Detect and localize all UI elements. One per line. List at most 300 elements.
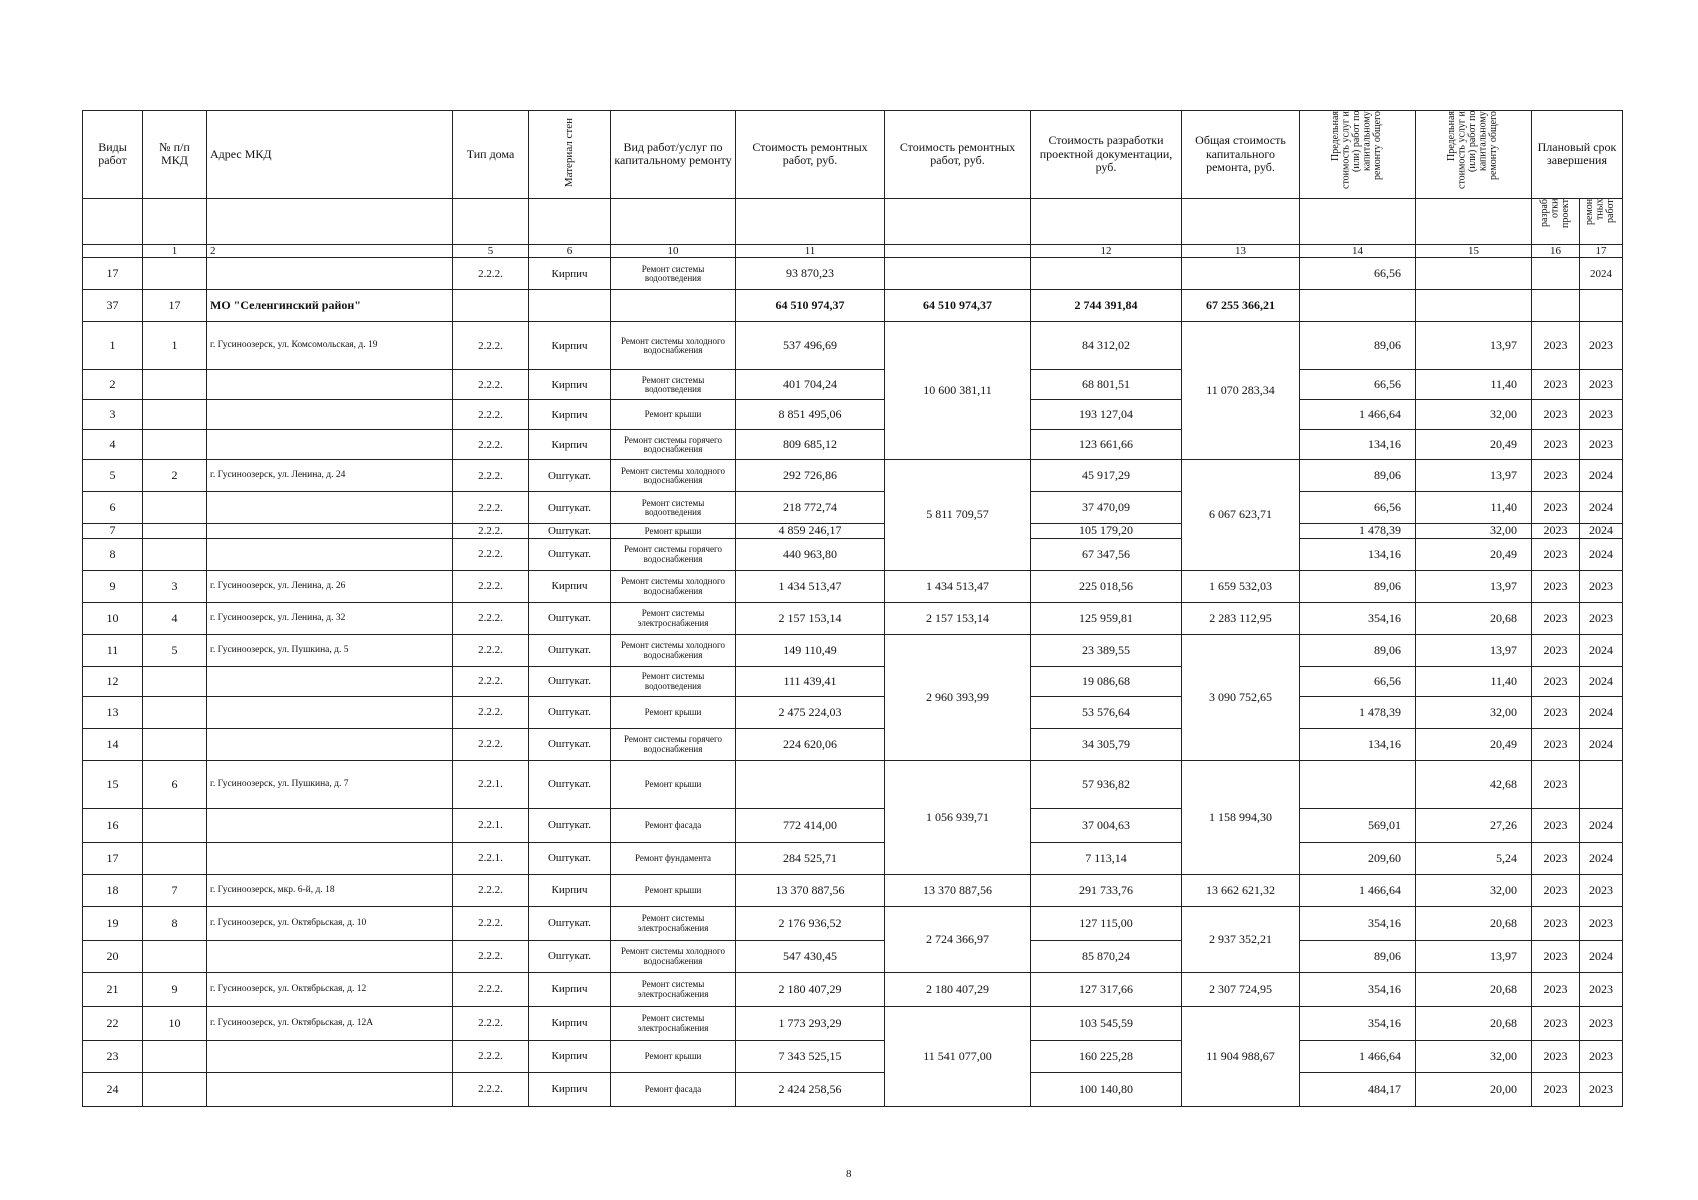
design-cost-cell: 85 870,24 — [1031, 941, 1182, 973]
limit-cost-2-cell: 13,97 — [1416, 571, 1532, 603]
house-type-cell: 2.2.2. — [453, 460, 529, 492]
design-year-cell: 2023 — [1532, 809, 1580, 843]
address-cell — [207, 809, 453, 843]
limit-cost-2-cell: 32,00 — [1416, 697, 1532, 729]
subheader-repair — [1580, 198, 1623, 245]
address-cell: г. Гусиноозерск, ул. Октябрьская, д. 12 — [207, 973, 453, 1007]
limit-cost-1-cell: 354,16 — [1300, 973, 1416, 1007]
repair-cost-cell: 2 475 224,03 — [736, 697, 885, 729]
municipality-row — [83, 290, 1623, 322]
row-number: 20 — [83, 941, 143, 973]
wall-material-cell: Кирпич — [529, 1007, 611, 1041]
design-year-cell: 2023 — [1532, 907, 1580, 941]
row-number: 24 — [83, 1073, 143, 1107]
mkd-number — [143, 492, 207, 524]
column-index: 5 — [453, 245, 529, 258]
header-repair-cost: Стоимость ремонтных работ, руб. — [736, 111, 885, 199]
design-cost-cell: 2 744 391,84 — [1031, 290, 1182, 322]
repair-cost-total-cell: 2 180 407,29 — [885, 973, 1031, 1007]
work-type-cell: Ремонт крыши — [611, 697, 736, 729]
subheader-empty — [885, 198, 1031, 245]
mkd-number: 9 — [143, 973, 207, 1007]
address-cell — [207, 370, 453, 400]
limit-cost-1-cell: 89,06 — [1300, 322, 1416, 370]
mkd-number — [143, 667, 207, 697]
design-year-cell: 2023 — [1532, 603, 1580, 635]
design-year-cell: 2023 — [1532, 322, 1580, 370]
row-number: 21 — [83, 973, 143, 1007]
table-row — [83, 635, 1623, 667]
wall-material-cell: Оштукат. — [529, 492, 611, 524]
table-row — [83, 258, 1623, 290]
repair-cost-total-cell: 10 600 381,11 — [885, 322, 1031, 460]
wall-material-cell: Кирпич — [529, 875, 611, 907]
repair-cost-total-cell: 64 510 974,37 — [885, 290, 1031, 322]
address-cell — [207, 843, 453, 875]
address-cell: г. Гусиноозерск, ул. Комсомольская, д. 19 — [207, 322, 453, 370]
repair-cost-cell: 537 496,69 — [736, 322, 885, 370]
work-type-cell: Ремонт фасада — [611, 1073, 736, 1107]
limit-cost-2-cell: 20,00 — [1416, 1073, 1532, 1107]
row-number: 17 — [83, 843, 143, 875]
repair-cost-cell: 93 870,23 — [736, 258, 885, 290]
wall-material-cell: Оштукат. — [529, 539, 611, 571]
house-type-cell: 2.2.2. — [453, 571, 529, 603]
limit-cost-2-cell: 11,40 — [1416, 667, 1532, 697]
repair-year-cell: 2023 — [1580, 603, 1623, 635]
limit-cost-1-cell: 209,60 — [1300, 843, 1416, 875]
table-row — [83, 539, 1623, 571]
work-type-cell: Ремонт системы водоотведения — [611, 492, 736, 524]
subheader-empty — [1300, 198, 1416, 245]
repair-year-cell: 2024 — [1580, 258, 1623, 290]
address-cell — [207, 1073, 453, 1107]
design-year-cell: 2023 — [1532, 400, 1580, 430]
mkd-number — [143, 729, 207, 761]
subheader-empty — [453, 198, 529, 245]
repair-cost-cell: 772 414,00 — [736, 809, 885, 843]
row-number: 10 — [83, 603, 143, 635]
repair-cost-total-cell: 1 434 513,47 — [885, 571, 1031, 603]
subheader-empty — [1031, 198, 1182, 245]
row-number: 1 — [83, 322, 143, 370]
wall-material-cell: Оштукат. — [529, 603, 611, 635]
work-type-cell: Ремонт системы электроснабжения — [611, 907, 736, 941]
wall-material-cell: Оштукат. — [529, 697, 611, 729]
repair-cost-cell: 111 439,41 — [736, 667, 885, 697]
mkd-number: 1 — [143, 322, 207, 370]
limit-cost-2-cell: 20,68 — [1416, 603, 1532, 635]
limit-cost-1-cell — [1300, 290, 1416, 322]
header-limit-cost-1 — [1300, 111, 1416, 199]
design-cost-cell: 105 179,20 — [1031, 524, 1182, 539]
row-number: 5 — [83, 460, 143, 492]
limit-cost-2-cell: 27,26 — [1416, 809, 1532, 843]
limit-cost-1-cell: 1 478,39 — [1300, 697, 1416, 729]
column-index-row — [83, 245, 1623, 258]
design-cost-cell: 67 347,56 — [1031, 539, 1182, 571]
wall-material-cell: Оштукат. — [529, 729, 611, 761]
row-number: 6 — [83, 492, 143, 524]
row-number: 17 — [83, 258, 143, 290]
subheader-empty — [611, 198, 736, 245]
design-year-cell — [1532, 290, 1580, 322]
total-cost-cell — [1182, 258, 1300, 290]
subheader-empty — [1416, 198, 1532, 245]
design-cost-cell: 7 113,14 — [1031, 843, 1182, 875]
mkd-number — [143, 1073, 207, 1107]
design-year-cell: 2023 — [1532, 1041, 1580, 1073]
wall-material-cell: Оштукат. — [529, 667, 611, 697]
wall-material-cell: Кирпич — [529, 322, 611, 370]
design-cost-cell: 100 140,80 — [1031, 1073, 1182, 1107]
work-type-cell: Ремонт системы водоотведения — [611, 258, 736, 290]
table-row — [83, 667, 1623, 697]
address-cell — [207, 729, 453, 761]
repair-cost-cell: 401 704,24 — [736, 370, 885, 400]
table-row — [83, 973, 1623, 1007]
work-type-cell: Ремонт системы горячего водоснабжения — [611, 729, 736, 761]
limit-cost-1-cell — [1300, 761, 1416, 809]
limit-cost-2-cell: 11,40 — [1416, 370, 1532, 400]
house-type-cell: 2.2.2. — [453, 667, 529, 697]
mkd-number — [143, 697, 207, 729]
repair-cost-cell: 2 424 258,56 — [736, 1073, 885, 1107]
limit-cost-1-cell: 1 466,64 — [1300, 875, 1416, 907]
design-year-cell: 2023 — [1532, 430, 1580, 460]
design-year-cell: 2023 — [1532, 973, 1580, 1007]
limit-cost-1-cell: 134,16 — [1300, 729, 1416, 761]
limit-cost-2-cell: 20,49 — [1416, 729, 1532, 761]
repair-year-cell: 2023 — [1580, 973, 1623, 1007]
design-year-cell: 2023 — [1532, 571, 1580, 603]
column-index: 14 — [1300, 245, 1416, 258]
mkd-number — [143, 430, 207, 460]
table-row — [83, 729, 1623, 761]
design-cost-cell: 225 018,56 — [1031, 571, 1182, 603]
house-type-cell: 2.2.1. — [453, 809, 529, 843]
address-cell — [207, 258, 453, 290]
limit-cost-1-cell: 1 466,64 — [1300, 1041, 1416, 1073]
total-cost-cell: 2 283 112,95 — [1182, 603, 1300, 635]
design-year-cell: 2023 — [1532, 1073, 1580, 1107]
row-number: 18 — [83, 875, 143, 907]
limit-cost-2-cell — [1416, 290, 1532, 322]
work-type-cell: Ремонт системы горячего водоснабжения — [611, 430, 736, 460]
column-index: 13 — [1182, 245, 1300, 258]
repair-cost-cell: 547 430,45 — [736, 941, 885, 973]
house-type-cell: 2.2.2. — [453, 697, 529, 729]
table-row — [83, 1073, 1623, 1107]
design-cost-cell: 127 317,66 — [1031, 973, 1182, 1007]
house-type-cell: 2.2.2. — [453, 370, 529, 400]
repair-cost-cell — [736, 761, 885, 809]
table-header-row — [83, 111, 1623, 199]
repair-year-cell: 2024 — [1580, 635, 1623, 667]
design-year-cell — [1532, 258, 1580, 290]
table-row — [83, 430, 1623, 460]
mkd-number — [143, 809, 207, 843]
mkd-number: 8 — [143, 907, 207, 941]
address-cell — [207, 524, 453, 539]
address-cell — [207, 492, 453, 524]
repair-year-cell — [1580, 761, 1623, 809]
repair-year-cell: 2023 — [1580, 907, 1623, 941]
column-index: 10 — [611, 245, 736, 258]
header-limit-cost-1-text: Предельная стоимость услуг и (или) работ по капитальному ремонту общего — [1330, 111, 1384, 189]
table-row — [83, 1041, 1623, 1073]
design-year-cell: 2023 — [1532, 941, 1580, 973]
house-type-cell: 2.2.2. — [453, 603, 529, 635]
house-type-cell: 2.2.2. — [453, 430, 529, 460]
table-row — [83, 322, 1623, 370]
subheader-empty — [529, 198, 611, 245]
design-year-cell: 2023 — [1532, 761, 1580, 809]
column-index: 17 — [1580, 245, 1623, 258]
work-type-cell: Ремонт крыши — [611, 400, 736, 430]
work-type-cell: Ремонт системы электроснабжения — [611, 1007, 736, 1041]
column-index: 15 — [1416, 245, 1532, 258]
limit-cost-2-cell: 32,00 — [1416, 400, 1532, 430]
limit-cost-1-cell: 66,56 — [1300, 492, 1416, 524]
work-type-cell: Ремонт фасада — [611, 809, 736, 843]
repair-cost-total-cell — [885, 258, 1031, 290]
mkd-number: 2 — [143, 460, 207, 492]
design-cost-cell: 160 225,28 — [1031, 1041, 1182, 1073]
subheader-empty — [83, 198, 143, 245]
design-year-cell: 2023 — [1532, 875, 1580, 907]
design-cost-cell: 125 959,81 — [1031, 603, 1182, 635]
work-type-cell: Ремонт системы электроснабжения — [611, 603, 736, 635]
repair-cost-cell: 809 685,12 — [736, 430, 885, 460]
limit-cost-1-cell: 89,06 — [1300, 460, 1416, 492]
work-type-cell: Ремонт системы водоотведения — [611, 370, 736, 400]
house-type-cell: 2.2.2. — [453, 539, 529, 571]
limit-cost-2-cell: 32,00 — [1416, 524, 1532, 539]
limit-cost-1-cell: 1 478,39 — [1300, 524, 1416, 539]
house-type-cell: 2.2.2. — [453, 875, 529, 907]
wall-material-cell: Кирпич — [529, 370, 611, 400]
work-type-cell: Ремонт системы электроснабжения — [611, 973, 736, 1007]
work-type-cell — [611, 290, 736, 322]
repair-cost-cell: 2 157 153,14 — [736, 603, 885, 635]
header-design-cost: Стоимость разработки проектной документации, руб. — [1031, 111, 1182, 199]
house-type-cell: 2.2.2. — [453, 941, 529, 973]
limit-cost-2-cell: 5,24 — [1416, 843, 1532, 875]
house-type-cell: 2.2.2. — [453, 492, 529, 524]
repair-year-cell: 2024 — [1580, 539, 1623, 571]
house-type-cell: 2.2.2. — [453, 400, 529, 430]
address-cell: г. Гусиноозерск, ул. Ленина, д. 26 — [207, 571, 453, 603]
limit-cost-2-cell: 11,40 — [1416, 492, 1532, 524]
header-total-cost: Общая стоимость капитального ремонта, руб. — [1182, 111, 1300, 199]
repair-year-cell: 2023 — [1580, 370, 1623, 400]
row-number: 14 — [83, 729, 143, 761]
design-year-cell: 2023 — [1532, 635, 1580, 667]
limit-cost-2-cell: 13,97 — [1416, 941, 1532, 973]
mkd-number: 6 — [143, 761, 207, 809]
design-cost-cell: 127 115,00 — [1031, 907, 1182, 941]
repair-cost-cell: 7 343 525,15 — [736, 1041, 885, 1073]
row-number: 19 — [83, 907, 143, 941]
repair-cost-cell: 64 510 974,37 — [736, 290, 885, 322]
table-row — [83, 1007, 1623, 1041]
repair-cost-total-cell: 2 724 366,97 — [885, 907, 1031, 973]
wall-material-cell: Кирпич — [529, 1041, 611, 1073]
limit-cost-2-cell: 32,00 — [1416, 875, 1532, 907]
table-row — [83, 843, 1623, 875]
total-cost-cell: 6 067 623,71 — [1182, 460, 1300, 571]
design-year-cell: 2023 — [1532, 729, 1580, 761]
repair-year-cell — [1580, 290, 1623, 322]
repair-cost-total-cell: 1 056 939,71 — [885, 761, 1031, 875]
house-type-cell: 2.2.1. — [453, 761, 529, 809]
limit-cost-1-cell: 134,16 — [1300, 430, 1416, 460]
repair-cost-cell: 8 851 495,06 — [736, 400, 885, 430]
header-wall-material-text: Материал стен — [562, 117, 575, 188]
capital-repair-table — [82, 110, 1623, 1107]
total-cost-cell: 1 158 994,30 — [1182, 761, 1300, 875]
design-cost-cell: 37 004,63 — [1031, 809, 1182, 843]
work-type-cell: Ремонт крыши — [611, 761, 736, 809]
subheader-empty — [736, 198, 885, 245]
design-cost-cell: 84 312,02 — [1031, 322, 1182, 370]
repair-year-cell: 2024 — [1580, 729, 1623, 761]
house-type-cell: 2.2.2. — [453, 973, 529, 1007]
column-index: 1 — [143, 245, 207, 258]
repair-year-cell: 2024 — [1580, 941, 1623, 973]
repair-cost-cell: 218 772,74 — [736, 492, 885, 524]
row-number: 8 — [83, 539, 143, 571]
limit-cost-2-cell: 32,00 — [1416, 1041, 1532, 1073]
work-type-cell: Ремонт крыши — [611, 1041, 736, 1073]
table-row — [83, 809, 1623, 843]
mkd-number: 4 — [143, 603, 207, 635]
design-cost-cell: 53 576,64 — [1031, 697, 1182, 729]
house-type-cell: 2.2.1. — [453, 843, 529, 875]
mkd-number — [143, 941, 207, 973]
work-type-cell: Ремонт крыши — [611, 524, 736, 539]
repair-year-cell: 2023 — [1580, 1073, 1623, 1107]
wall-material-cell: Кирпич — [529, 430, 611, 460]
wall-material-cell — [529, 290, 611, 322]
mkd-number: 17 — [143, 290, 207, 322]
house-type-cell: 2.2.2. — [453, 1073, 529, 1107]
repair-cost-total-cell: 5 811 709,57 — [885, 460, 1031, 571]
table-row — [83, 400, 1623, 430]
house-type-cell: 2.2.2. — [453, 524, 529, 539]
work-type-cell: Ремонт крыши — [611, 875, 736, 907]
repair-cost-cell: 2 180 407,29 — [736, 973, 885, 1007]
design-year-cell: 2023 — [1532, 667, 1580, 697]
address-cell — [207, 539, 453, 571]
table-row — [83, 492, 1623, 524]
limit-cost-1-cell: 134,16 — [1300, 539, 1416, 571]
header-vidy-rabot: Виды работ — [83, 111, 143, 199]
page-number: 8 — [846, 1168, 852, 1180]
subheader-empty — [207, 198, 453, 245]
mkd-number: 10 — [143, 1007, 207, 1041]
design-year-cell: 2023 — [1532, 370, 1580, 400]
limit-cost-2-cell: 20,68 — [1416, 1007, 1532, 1041]
column-index: 16 — [1532, 245, 1580, 258]
design-year-cell: 2023 — [1532, 1007, 1580, 1041]
wall-material-cell: Кирпич — [529, 973, 611, 1007]
row-number: 15 — [83, 761, 143, 809]
row-number: 3 — [83, 400, 143, 430]
column-index — [83, 245, 143, 258]
house-type-cell: 2.2.2. — [453, 1007, 529, 1041]
design-year-cell: 2023 — [1532, 492, 1580, 524]
wall-material-cell: Кирпич — [529, 1073, 611, 1107]
row-number: 12 — [83, 667, 143, 697]
header-planned-deadline: Плановый срок завершения — [1532, 111, 1623, 199]
row-number: 11 — [83, 635, 143, 667]
wall-material-cell: Оштукат. — [529, 809, 611, 843]
repair-year-cell: 2024 — [1580, 492, 1623, 524]
limit-cost-1-cell: 66,56 — [1300, 370, 1416, 400]
address-cell — [207, 1041, 453, 1073]
limit-cost-1-cell: 354,16 — [1300, 907, 1416, 941]
address-cell: г. Гусиноозерск, ул. Пушкина, д. 5 — [207, 635, 453, 667]
total-cost-cell: 3 090 752,65 — [1182, 635, 1300, 761]
limit-cost-2-cell: 42,68 — [1416, 761, 1532, 809]
repair-year-cell: 2023 — [1580, 875, 1623, 907]
table-row — [83, 460, 1623, 492]
repair-cost-cell: 440 963,80 — [736, 539, 885, 571]
work-type-cell: Ремонт системы горячего водоснабжения — [611, 539, 736, 571]
repair-cost-total-cell: 11 541 077,00 — [885, 1007, 1031, 1107]
mkd-number: 3 — [143, 571, 207, 603]
limit-cost-2-cell: 20,68 — [1416, 907, 1532, 941]
repair-year-cell: 2024 — [1580, 667, 1623, 697]
table-row — [83, 941, 1623, 973]
total-cost-cell: 1 659 532,03 — [1182, 571, 1300, 603]
row-number: 2 — [83, 370, 143, 400]
row-number: 37 — [83, 290, 143, 322]
repair-cost-cell: 13 370 887,56 — [736, 875, 885, 907]
header-repair-cost-total: Стоимость ремонтных работ, руб. — [885, 111, 1031, 199]
repair-year-cell: 2023 — [1580, 322, 1623, 370]
table-row — [83, 603, 1623, 635]
header-wall-material — [529, 111, 611, 199]
limit-cost-1-cell: 354,16 — [1300, 1007, 1416, 1041]
address-cell — [207, 400, 453, 430]
table-row — [83, 875, 1623, 907]
limit-cost-1-cell: 89,06 — [1300, 635, 1416, 667]
wall-material-cell: Оштукат. — [529, 524, 611, 539]
address-cell: г. Гусиноозерск, ул. Пушкина, д. 7 — [207, 761, 453, 809]
repair-cost-total-cell: 2 960 393,99 — [885, 635, 1031, 761]
work-type-cell: Ремонт системы водоотведения — [611, 667, 736, 697]
repair-cost-cell: 4 859 246,17 — [736, 524, 885, 539]
repair-year-cell: 2023 — [1580, 400, 1623, 430]
design-cost-cell: 193 127,04 — [1031, 400, 1182, 430]
limit-cost-2-cell: 20,49 — [1416, 539, 1532, 571]
mkd-number: 5 — [143, 635, 207, 667]
address-cell: г. Гусиноозерск, ул. Октябрьская, д. 10 — [207, 907, 453, 941]
column-index: 11 — [736, 245, 885, 258]
limit-cost-1-cell: 66,56 — [1300, 258, 1416, 290]
row-number: 9 — [83, 571, 143, 603]
column-index: 12 — [1031, 245, 1182, 258]
limit-cost-1-cell: 89,06 — [1300, 941, 1416, 973]
design-cost-cell: 103 545,59 — [1031, 1007, 1182, 1041]
mkd-number — [143, 524, 207, 539]
design-cost-cell: 291 733,76 — [1031, 875, 1182, 907]
header-address: Адрес МКД — [207, 111, 453, 199]
mkd-number — [143, 258, 207, 290]
